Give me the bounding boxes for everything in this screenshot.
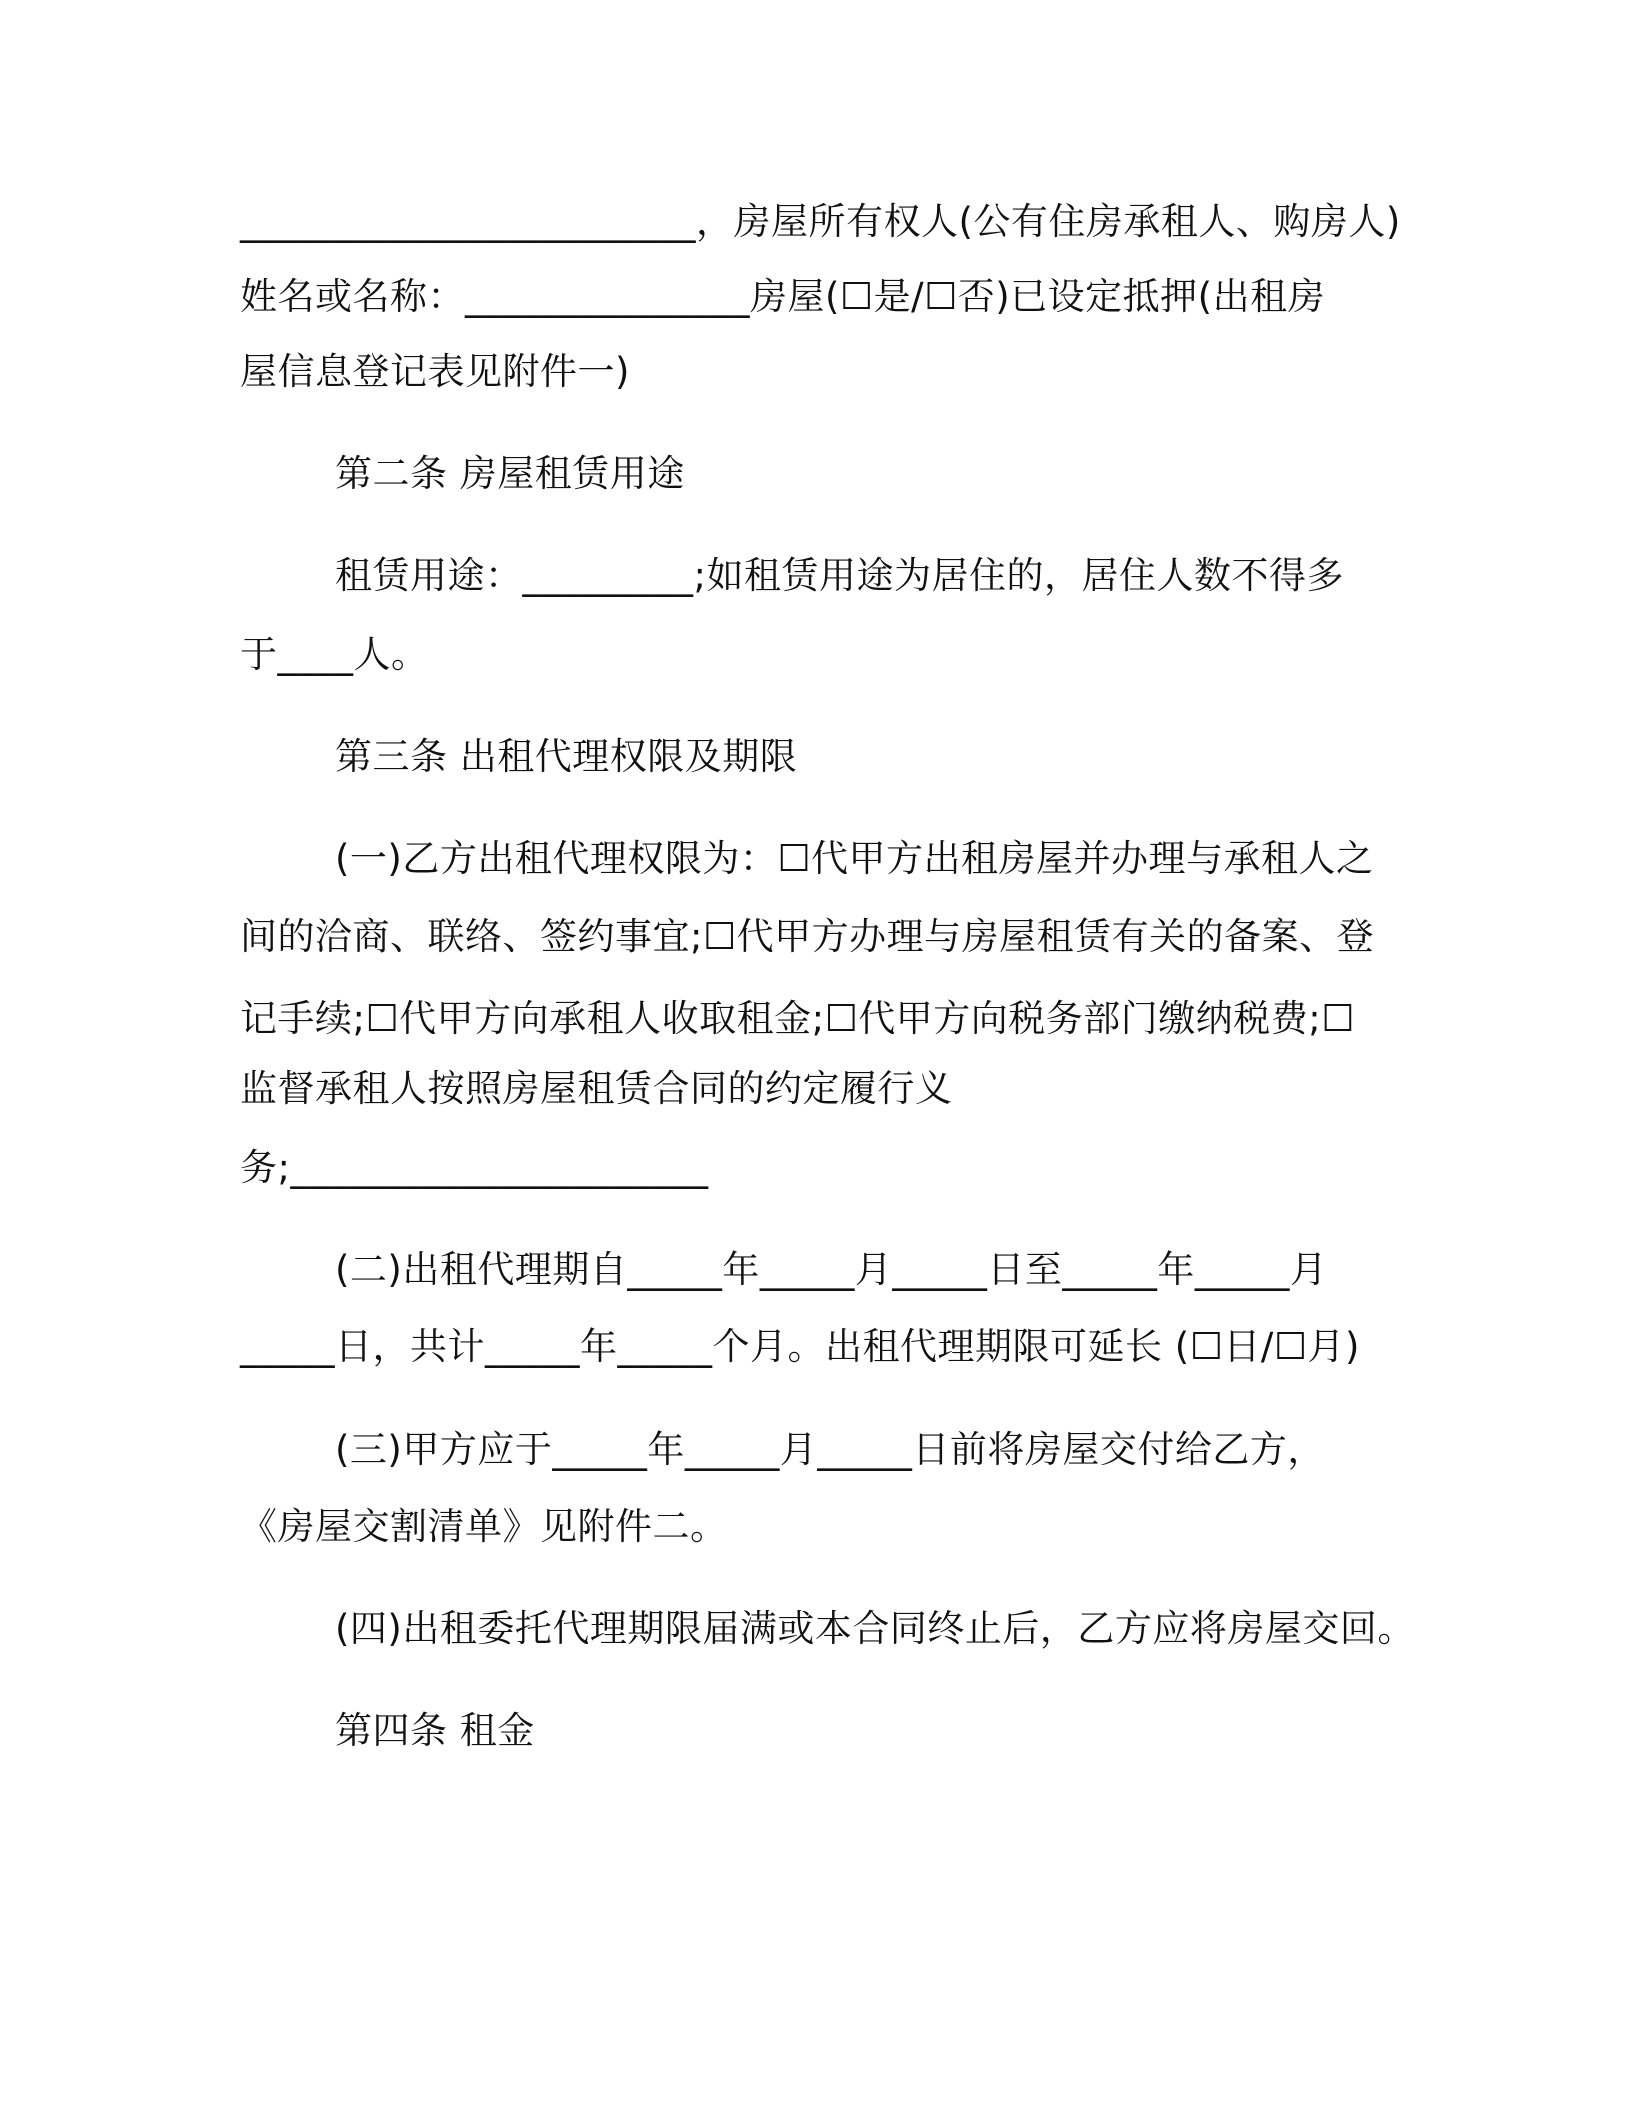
text-line: 记手续;☐代甲方向承租人收取租金;☐代甲方向税务部门缴纳税费;☐ bbox=[240, 997, 1355, 1040]
text-line: 姓名或名称：_______________房屋(☐是/☐否)已设定抵押(出租房 bbox=[240, 275, 1326, 318]
text-line: _____日，共计_____年_____个月。出租代理期限可延长 (☐日/☐月) bbox=[240, 1325, 1360, 1368]
text-line: 间的洽商、联络、签约事宜;☐代甲方办理与房屋租赁有关的备案、登 bbox=[240, 915, 1375, 958]
text-line: 于____人。 bbox=[240, 633, 429, 676]
section-heading: 第四条 租金 bbox=[335, 1709, 535, 1752]
text-line: ________________________，房屋所有权人(公有住房承租人、购房人) bbox=[240, 200, 1401, 243]
text-line: 监督承租人按照房屋租赁合同的约定履行义 bbox=[240, 1067, 953, 1110]
text-line: 租赁用途：_________;如租赁用途为居住的，居住人数不得多 bbox=[335, 554, 1344, 597]
text-line: (一)乙方出租代理权限为：☐代甲方出租房屋并办理与承租人之 bbox=[335, 837, 1374, 880]
text-line: (三)甲方应于_____年_____月_____日前将房屋交付给乙方， bbox=[335, 1428, 1325, 1471]
text-line: 屋信息登记表见附件一) bbox=[240, 350, 630, 393]
section-heading: 第三条 出租代理权限及期限 bbox=[335, 735, 798, 778]
text-line: 务;______________________ bbox=[240, 1146, 709, 1189]
section-heading: 第二条 房屋租赁用途 bbox=[335, 452, 685, 495]
text-line: (四)出租委托代理期限届满或本合同终止后，乙方应将房屋交回。 bbox=[335, 1607, 1415, 1650]
text-line: 《房屋交割清单》见附件二。 bbox=[240, 1505, 728, 1548]
text-line: (二)出租代理期自_____年_____月_____日至_____年_____月 bbox=[335, 1248, 1328, 1291]
